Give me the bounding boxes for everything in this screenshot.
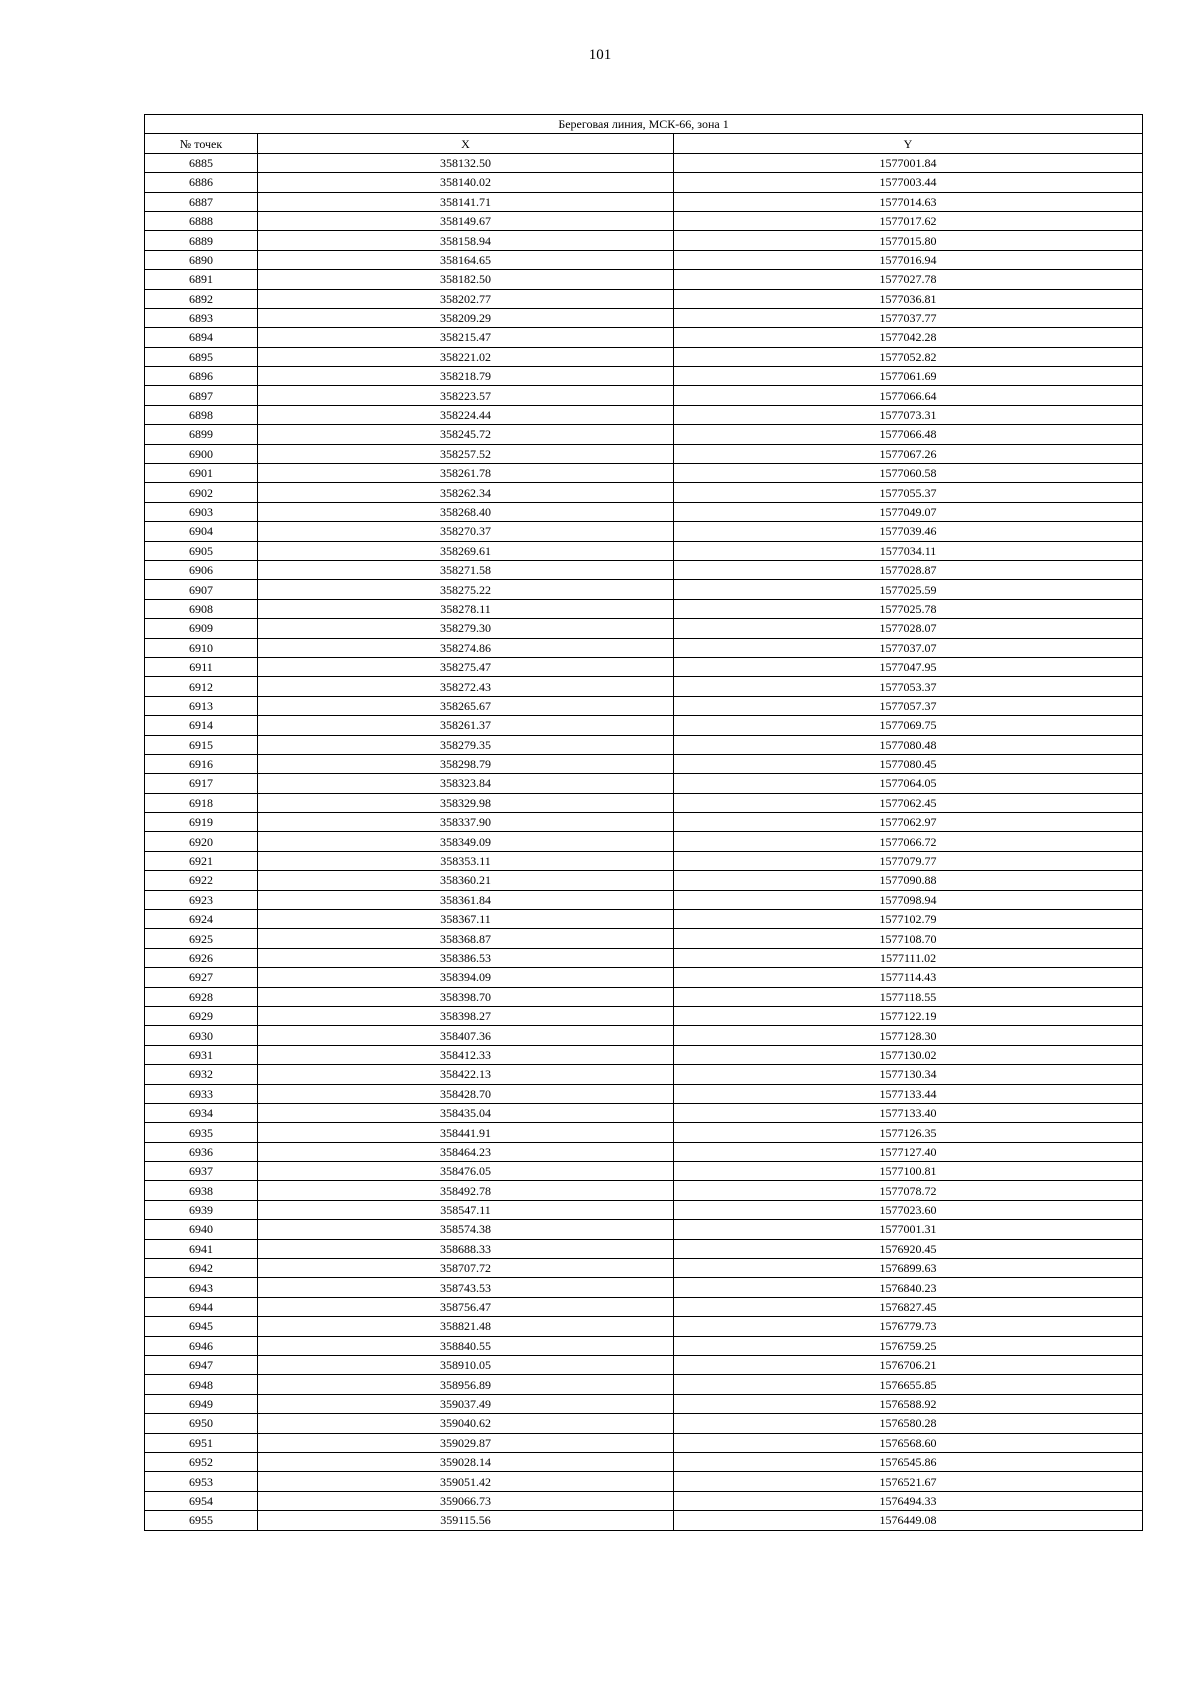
point-number-cell: 6893	[145, 308, 258, 327]
point-number-cell: 6903	[145, 502, 258, 521]
y-coordinate-cell: 1576706.21	[674, 1356, 1143, 1375]
table-row	[145, 270, 1143, 289]
point-number-cell: 6930	[145, 1026, 258, 1045]
y-coordinate-cell: 1577080.45	[674, 754, 1143, 773]
x-coordinate-cell: 358756.47	[258, 1297, 674, 1316]
point-number-cell: 6933	[145, 1084, 258, 1103]
y-coordinate-cell: 1577036.81	[674, 289, 1143, 308]
point-number-cell: 6891	[145, 270, 258, 289]
table-row	[145, 211, 1143, 230]
x-coordinate-cell: 358547.11	[258, 1200, 674, 1219]
point-number-cell: 6948	[145, 1375, 258, 1394]
coordinates-table	[144, 114, 1143, 1531]
table-row	[145, 560, 1143, 579]
y-coordinate-cell: 1577016.94	[674, 250, 1143, 269]
y-coordinate-cell: 1577003.44	[674, 173, 1143, 192]
x-coordinate-cell: 358910.05	[258, 1356, 674, 1375]
y-coordinate-cell: 1577066.64	[674, 386, 1143, 405]
table-row	[145, 1006, 1143, 1025]
x-coordinate-cell: 358261.78	[258, 464, 674, 483]
table-row	[145, 192, 1143, 211]
y-coordinate-cell: 1577102.79	[674, 910, 1143, 929]
y-coordinate-cell: 1577049.07	[674, 502, 1143, 521]
x-coordinate-cell: 358262.34	[258, 483, 674, 502]
table-row	[145, 328, 1143, 347]
table-row	[145, 541, 1143, 560]
point-number-cell: 6932	[145, 1065, 258, 1084]
point-number-cell: 6934	[145, 1103, 258, 1122]
y-coordinate-cell: 1577039.46	[674, 522, 1143, 541]
table-row	[145, 968, 1143, 987]
point-number-cell: 6954	[145, 1491, 258, 1510]
y-coordinate-cell: 1576545.86	[674, 1452, 1143, 1471]
table-row	[145, 1239, 1143, 1258]
y-coordinate-cell: 1577080.48	[674, 735, 1143, 754]
x-coordinate-cell: 358265.67	[258, 696, 674, 715]
y-coordinate-cell: 1577001.31	[674, 1220, 1143, 1239]
point-number-cell: 6909	[145, 619, 258, 638]
x-coordinate-cell: 358386.53	[258, 948, 674, 967]
table-row	[145, 657, 1143, 676]
y-coordinate-cell: 1577001.84	[674, 153, 1143, 172]
y-coordinate-cell: 1576759.25	[674, 1336, 1143, 1355]
table-row	[145, 1065, 1143, 1084]
y-coordinate-cell: 1577062.97	[674, 813, 1143, 832]
x-coordinate-cell: 359028.14	[258, 1452, 674, 1471]
point-number-cell: 6913	[145, 696, 258, 715]
table-row	[145, 502, 1143, 521]
point-number-cell: 6914	[145, 716, 258, 735]
point-number-cell: 6888	[145, 211, 258, 230]
point-number-cell: 6943	[145, 1278, 258, 1297]
point-number-cell: 6895	[145, 347, 258, 366]
y-coordinate-cell: 1577133.40	[674, 1103, 1143, 1122]
x-coordinate-cell: 358182.50	[258, 270, 674, 289]
point-number-cell: 6924	[145, 910, 258, 929]
table-row	[145, 1375, 1143, 1394]
table-row	[145, 1220, 1143, 1239]
x-coordinate-cell: 358441.91	[258, 1123, 674, 1142]
x-coordinate-cell: 358223.57	[258, 386, 674, 405]
table-row	[145, 1278, 1143, 1297]
point-number-cell: 6945	[145, 1317, 258, 1336]
point-number-cell: 6955	[145, 1511, 258, 1530]
point-number-cell: 6920	[145, 832, 258, 851]
y-coordinate-cell: 1577062.45	[674, 793, 1143, 812]
table-title: Береговая линия, МСК-66, зона 1	[145, 115, 1143, 134]
y-coordinate-cell: 1577028.87	[674, 560, 1143, 579]
point-number-cell: 6889	[145, 231, 258, 250]
y-coordinate-cell: 1577127.40	[674, 1142, 1143, 1161]
x-coordinate-cell: 358337.90	[258, 813, 674, 832]
table-row	[145, 405, 1143, 424]
point-number-cell: 6940	[145, 1220, 258, 1239]
point-number-cell: 6922	[145, 871, 258, 890]
point-number-cell: 6918	[145, 793, 258, 812]
table-row	[145, 250, 1143, 269]
point-number-cell: 6902	[145, 483, 258, 502]
x-coordinate-cell: 358428.70	[258, 1084, 674, 1103]
point-number-cell: 6915	[145, 735, 258, 754]
y-coordinate-cell: 1577037.07	[674, 638, 1143, 657]
table-row	[145, 367, 1143, 386]
x-coordinate-cell: 358261.37	[258, 716, 674, 735]
x-coordinate-cell: 358278.11	[258, 599, 674, 618]
table-row	[145, 1433, 1143, 1452]
y-coordinate-cell: 1577069.75	[674, 716, 1143, 735]
x-coordinate-cell: 358574.38	[258, 1220, 674, 1239]
y-coordinate-cell: 1577126.35	[674, 1123, 1143, 1142]
y-coordinate-cell: 1577061.69	[674, 367, 1143, 386]
x-coordinate-cell: 358245.72	[258, 425, 674, 444]
y-coordinate-cell: 1577122.19	[674, 1006, 1143, 1025]
table-row	[145, 599, 1143, 618]
table-header-row	[145, 134, 1143, 153]
x-coordinate-cell: 358394.09	[258, 968, 674, 987]
y-coordinate-cell: 1577015.80	[674, 231, 1143, 250]
x-coordinate-cell: 358279.30	[258, 619, 674, 638]
table-row	[145, 1472, 1143, 1491]
table-row	[145, 871, 1143, 890]
point-number-cell: 6910	[145, 638, 258, 657]
y-coordinate-cell: 1577130.02	[674, 1045, 1143, 1064]
y-coordinate-cell: 1577073.31	[674, 405, 1143, 424]
point-number-cell: 6942	[145, 1259, 258, 1278]
y-coordinate-cell: 1577034.11	[674, 541, 1143, 560]
column-header-point-number: № точек	[145, 134, 258, 153]
y-coordinate-cell: 1577079.77	[674, 851, 1143, 870]
table-row	[145, 1026, 1143, 1045]
y-coordinate-cell: 1576568.60	[674, 1433, 1143, 1452]
x-coordinate-cell: 358464.23	[258, 1142, 674, 1161]
point-number-cell: 6923	[145, 890, 258, 909]
table-row	[145, 231, 1143, 250]
table-row	[145, 754, 1143, 773]
table-body	[145, 153, 1143, 1530]
point-number-cell: 6929	[145, 1006, 258, 1025]
y-coordinate-cell: 1576827.45	[674, 1297, 1143, 1316]
y-coordinate-cell: 1576494.33	[674, 1491, 1143, 1510]
x-coordinate-cell: 358132.50	[258, 153, 674, 172]
table-row	[145, 1511, 1143, 1530]
y-coordinate-cell: 1577066.72	[674, 832, 1143, 851]
table-row	[145, 793, 1143, 812]
y-coordinate-cell: 1577108.70	[674, 929, 1143, 948]
table-row	[145, 1336, 1143, 1355]
x-coordinate-cell: 358140.02	[258, 173, 674, 192]
point-number-cell: 6944	[145, 1297, 258, 1316]
table-row	[145, 832, 1143, 851]
y-coordinate-cell: 1576840.23	[674, 1278, 1143, 1297]
x-coordinate-cell: 358368.87	[258, 929, 674, 948]
y-coordinate-cell: 1576588.92	[674, 1394, 1143, 1413]
point-number-cell: 6951	[145, 1433, 258, 1452]
point-number-cell: 6901	[145, 464, 258, 483]
point-number-cell: 6900	[145, 444, 258, 463]
x-coordinate-cell: 359115.56	[258, 1511, 674, 1530]
x-coordinate-cell: 358398.70	[258, 987, 674, 1006]
x-coordinate-cell: 358215.47	[258, 328, 674, 347]
table-row	[145, 735, 1143, 754]
y-coordinate-cell: 1577025.78	[674, 599, 1143, 618]
y-coordinate-cell: 1577067.26	[674, 444, 1143, 463]
x-coordinate-cell: 358275.47	[258, 657, 674, 676]
table-row	[145, 580, 1143, 599]
y-coordinate-cell: 1577027.78	[674, 270, 1143, 289]
x-coordinate-cell: 358269.61	[258, 541, 674, 560]
table-row	[145, 425, 1143, 444]
point-number-cell: 6946	[145, 1336, 258, 1355]
table-row	[145, 289, 1143, 308]
x-coordinate-cell: 358158.94	[258, 231, 674, 250]
x-coordinate-cell: 358360.21	[258, 871, 674, 890]
y-coordinate-cell: 1576920.45	[674, 1239, 1143, 1258]
table-row	[145, 1297, 1143, 1316]
point-number-cell: 6917	[145, 774, 258, 793]
y-coordinate-cell: 1577133.44	[674, 1084, 1143, 1103]
y-coordinate-cell: 1577055.37	[674, 483, 1143, 502]
table-row	[145, 1317, 1143, 1336]
table-row	[145, 1414, 1143, 1433]
page-number: 101	[588, 47, 612, 63]
table-row	[145, 1084, 1143, 1103]
point-number-cell: 6947	[145, 1356, 258, 1375]
y-coordinate-cell: 1577114.43	[674, 968, 1143, 987]
table-row	[145, 948, 1143, 967]
point-number-cell: 6937	[145, 1162, 258, 1181]
y-coordinate-cell: 1576449.08	[674, 1511, 1143, 1530]
y-coordinate-cell: 1577047.95	[674, 657, 1143, 676]
x-coordinate-cell: 358272.43	[258, 677, 674, 696]
y-coordinate-cell: 1577118.55	[674, 987, 1143, 1006]
y-coordinate-cell: 1577090.88	[674, 871, 1143, 890]
point-number-cell: 6905	[145, 541, 258, 560]
table-row	[145, 1103, 1143, 1122]
table-row	[145, 483, 1143, 502]
x-coordinate-cell: 358349.09	[258, 832, 674, 851]
y-coordinate-cell: 1577060.58	[674, 464, 1143, 483]
point-number-cell: 6897	[145, 386, 258, 405]
point-number-cell: 6941	[145, 1239, 258, 1258]
x-coordinate-cell: 359037.49	[258, 1394, 674, 1413]
table-row	[145, 1162, 1143, 1181]
point-number-cell: 6885	[145, 153, 258, 172]
x-coordinate-cell: 358435.04	[258, 1103, 674, 1122]
table-row	[145, 1259, 1143, 1278]
column-header-y: Y	[674, 134, 1143, 153]
point-number-cell: 6892	[145, 289, 258, 308]
point-number-cell: 6928	[145, 987, 258, 1006]
x-coordinate-cell: 358323.84	[258, 774, 674, 793]
x-coordinate-cell: 358412.33	[258, 1045, 674, 1064]
table-row	[145, 774, 1143, 793]
y-coordinate-cell: 1577064.05	[674, 774, 1143, 793]
x-coordinate-cell: 358164.65	[258, 250, 674, 269]
y-coordinate-cell: 1577128.30	[674, 1026, 1143, 1045]
table-row	[145, 1394, 1143, 1413]
table-row	[145, 464, 1143, 483]
x-coordinate-cell: 358398.27	[258, 1006, 674, 1025]
y-coordinate-cell: 1577017.62	[674, 211, 1143, 230]
table-row	[145, 638, 1143, 657]
x-coordinate-cell: 358271.58	[258, 560, 674, 579]
table-row	[145, 677, 1143, 696]
table-row	[145, 1142, 1143, 1161]
point-number-cell: 6938	[145, 1181, 258, 1200]
y-coordinate-cell: 1576779.73	[674, 1317, 1143, 1336]
x-coordinate-cell: 359066.73	[258, 1491, 674, 1510]
point-number-cell: 6907	[145, 580, 258, 599]
point-number-cell: 6925	[145, 929, 258, 948]
x-coordinate-cell: 358707.72	[258, 1259, 674, 1278]
table-row	[145, 522, 1143, 541]
x-coordinate-cell: 358202.77	[258, 289, 674, 308]
point-number-cell: 6890	[145, 250, 258, 269]
y-coordinate-cell: 1576580.28	[674, 1414, 1143, 1433]
y-coordinate-cell: 1577037.77	[674, 308, 1143, 327]
y-coordinate-cell: 1577066.48	[674, 425, 1143, 444]
x-coordinate-cell: 358274.86	[258, 638, 674, 657]
y-coordinate-cell: 1577111.02	[674, 948, 1143, 967]
table-row	[145, 910, 1143, 929]
y-coordinate-cell: 1577130.34	[674, 1065, 1143, 1084]
table-row	[145, 716, 1143, 735]
point-number-cell: 6886	[145, 173, 258, 192]
x-coordinate-cell: 358257.52	[258, 444, 674, 463]
y-coordinate-cell: 1576655.85	[674, 1375, 1143, 1394]
x-coordinate-cell: 358743.53	[258, 1278, 674, 1297]
table-row	[145, 813, 1143, 832]
point-number-cell: 6896	[145, 367, 258, 386]
table-row	[145, 173, 1143, 192]
point-number-cell: 6894	[145, 328, 258, 347]
y-coordinate-cell: 1577078.72	[674, 1181, 1143, 1200]
column-header-x: X	[258, 134, 674, 153]
x-coordinate-cell: 358956.89	[258, 1375, 674, 1394]
y-coordinate-cell: 1576521.67	[674, 1472, 1143, 1491]
x-coordinate-cell: 358275.22	[258, 580, 674, 599]
x-coordinate-cell: 358367.11	[258, 910, 674, 929]
point-number-cell: 6921	[145, 851, 258, 870]
x-coordinate-cell: 359029.87	[258, 1433, 674, 1452]
x-coordinate-cell: 358298.79	[258, 754, 674, 773]
point-number-cell: 6906	[145, 560, 258, 579]
table-row	[145, 696, 1143, 715]
y-coordinate-cell: 1576899.63	[674, 1259, 1143, 1278]
x-coordinate-cell: 358221.02	[258, 347, 674, 366]
x-coordinate-cell: 358329.98	[258, 793, 674, 812]
y-coordinate-cell: 1577057.37	[674, 696, 1143, 715]
point-number-cell: 6953	[145, 1472, 258, 1491]
x-coordinate-cell: 358224.44	[258, 405, 674, 424]
x-coordinate-cell: 358141.71	[258, 192, 674, 211]
point-number-cell: 6911	[145, 657, 258, 676]
y-coordinate-cell: 1577023.60	[674, 1200, 1143, 1219]
table-row	[145, 153, 1143, 172]
x-coordinate-cell: 358270.37	[258, 522, 674, 541]
table-row	[145, 1491, 1143, 1510]
table-row	[145, 619, 1143, 638]
y-coordinate-cell: 1577028.07	[674, 619, 1143, 638]
x-coordinate-cell: 358361.84	[258, 890, 674, 909]
point-number-cell: 6949	[145, 1394, 258, 1413]
x-coordinate-cell: 358476.05	[258, 1162, 674, 1181]
point-number-cell: 6912	[145, 677, 258, 696]
point-number-cell: 6899	[145, 425, 258, 444]
table-row	[145, 1045, 1143, 1064]
point-number-cell: 6936	[145, 1142, 258, 1161]
table-row	[145, 929, 1143, 948]
table-row	[145, 347, 1143, 366]
table-title-row	[145, 115, 1143, 134]
x-coordinate-cell: 358209.29	[258, 308, 674, 327]
x-coordinate-cell: 358688.33	[258, 1239, 674, 1258]
x-coordinate-cell: 358840.55	[258, 1336, 674, 1355]
point-number-cell: 6926	[145, 948, 258, 967]
x-coordinate-cell: 358218.79	[258, 367, 674, 386]
x-coordinate-cell: 358422.13	[258, 1065, 674, 1084]
table-row	[145, 1123, 1143, 1142]
point-number-cell: 6931	[145, 1045, 258, 1064]
table-row	[145, 851, 1143, 870]
point-number-cell: 6908	[145, 599, 258, 618]
point-number-cell: 6898	[145, 405, 258, 424]
y-coordinate-cell: 1577025.59	[674, 580, 1143, 599]
point-number-cell: 6952	[145, 1452, 258, 1471]
x-coordinate-cell: 358407.36	[258, 1026, 674, 1045]
y-coordinate-cell: 1577014.63	[674, 192, 1143, 211]
y-coordinate-cell: 1577042.28	[674, 328, 1143, 347]
table-row	[145, 1452, 1143, 1471]
table-row	[145, 444, 1143, 463]
point-number-cell: 6939	[145, 1200, 258, 1219]
point-number-cell: 6935	[145, 1123, 258, 1142]
table-row	[145, 987, 1143, 1006]
x-coordinate-cell: 358353.11	[258, 851, 674, 870]
y-coordinate-cell: 1577098.94	[674, 890, 1143, 909]
x-coordinate-cell: 358821.48	[258, 1317, 674, 1336]
table-row	[145, 1356, 1143, 1375]
point-number-cell: 6950	[145, 1414, 258, 1433]
y-coordinate-cell: 1577052.82	[674, 347, 1143, 366]
x-coordinate-cell: 358149.67	[258, 211, 674, 230]
point-number-cell: 6916	[145, 754, 258, 773]
table-row	[145, 308, 1143, 327]
table-row	[145, 1181, 1143, 1200]
x-coordinate-cell: 359051.42	[258, 1472, 674, 1491]
point-number-cell: 6887	[145, 192, 258, 211]
point-number-cell: 6919	[145, 813, 258, 832]
y-coordinate-cell: 1577100.81	[674, 1162, 1143, 1181]
table-row	[145, 386, 1143, 405]
point-number-cell: 6927	[145, 968, 258, 987]
y-coordinate-cell: 1577053.37	[674, 677, 1143, 696]
x-coordinate-cell: 359040.62	[258, 1414, 674, 1433]
x-coordinate-cell: 358279.35	[258, 735, 674, 754]
x-coordinate-cell: 358492.78	[258, 1181, 674, 1200]
x-coordinate-cell: 358268.40	[258, 502, 674, 521]
point-number-cell: 6904	[145, 522, 258, 541]
table-row	[145, 890, 1143, 909]
table-row	[145, 1200, 1143, 1219]
